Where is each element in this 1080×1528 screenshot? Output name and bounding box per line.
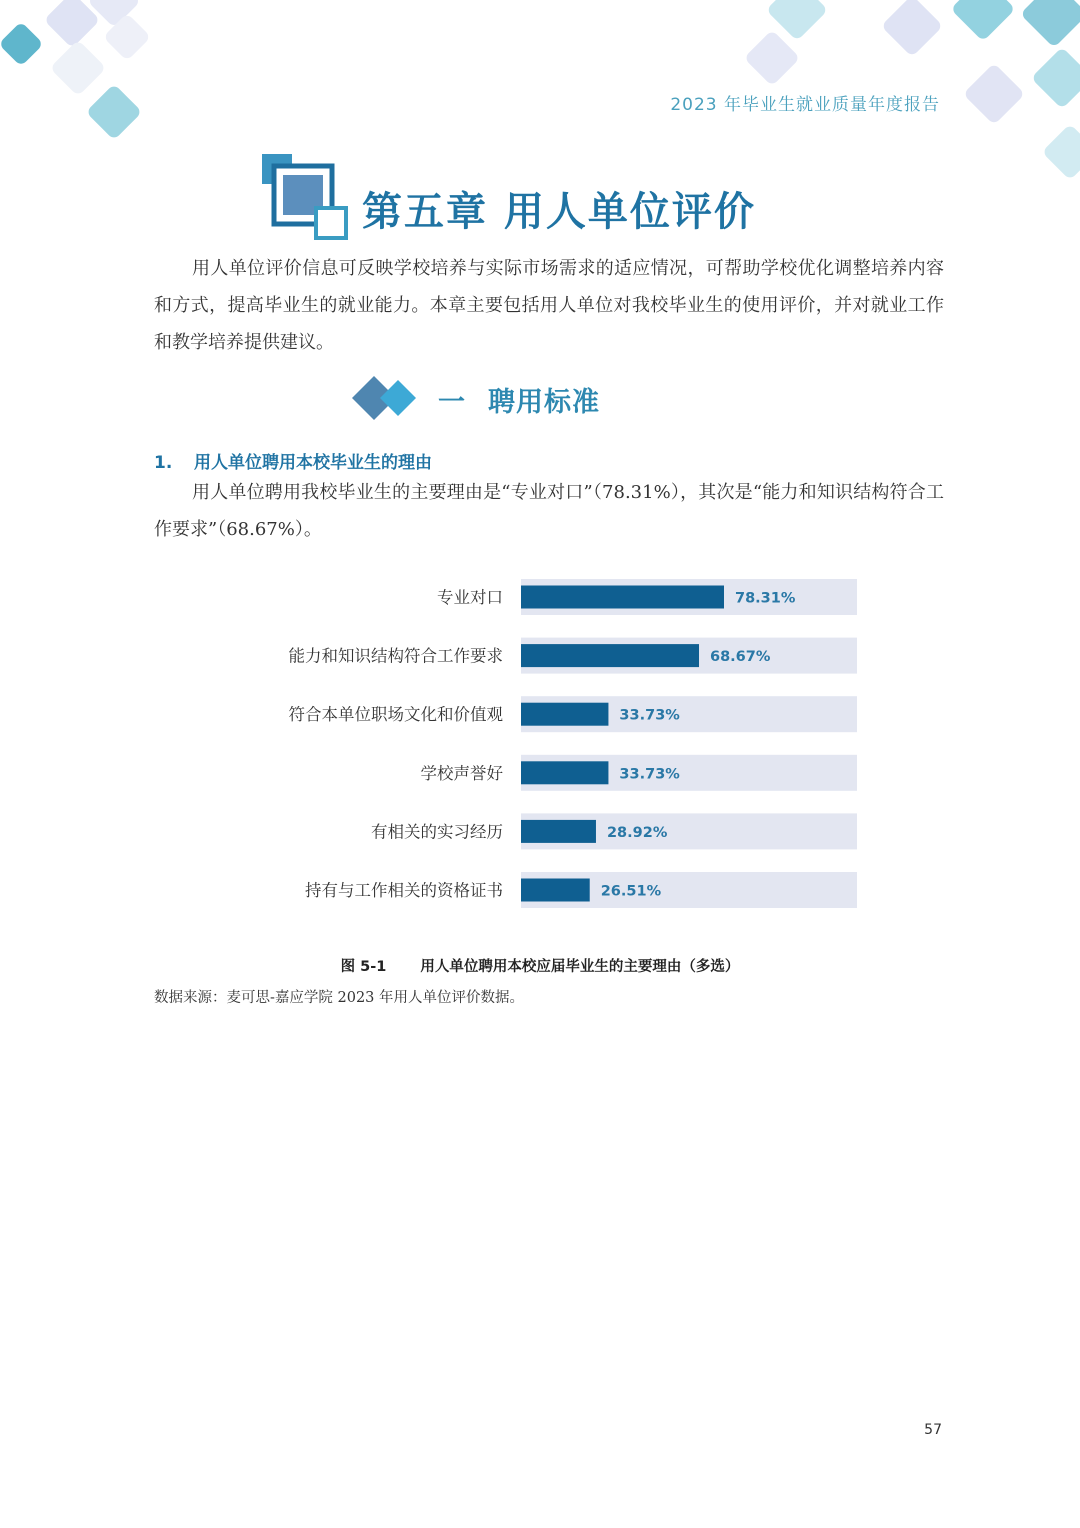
section-title <box>438 380 600 419</box>
bar <box>521 644 699 667</box>
figure-caption-text: 用人单位聘用本校应届毕业生的主要理由（多选） <box>420 959 740 975</box>
category-label: 有相关的实习经历 <box>371 822 503 842</box>
section-number: 一 <box>438 387 466 418</box>
value-label: 33.73% <box>619 707 680 724</box>
bar <box>521 879 590 902</box>
subsection-title: 用人单位聘用本校毕业生的理由 <box>194 453 432 473</box>
page-number: 57 <box>924 1422 942 1438</box>
value-label: 28.92% <box>606 824 668 841</box>
running-header: 2023 年毕业生就业质量年度报告 <box>670 95 940 115</box>
category-label: 持有与工作相关的资格证书 <box>305 881 503 900</box>
subsection-heading <box>154 448 432 473</box>
category-label: 符合本单位职场文化和价值观 <box>288 705 503 725</box>
value-label: 26.51% <box>600 883 662 900</box>
category-label: 专业对口 <box>437 588 503 607</box>
subsection-paragraph: 用人单位聘用我校毕业生的主要理由是“专业对口”（78.31%），其次是“能力和知识结构符合工作要求”（68.67%）。 <box>154 482 944 540</box>
value-label: 33.73% <box>619 766 680 783</box>
category-label: 能力和知识结构符合工作要求 <box>288 646 503 666</box>
section-title-text: 聘用标准 <box>488 387 600 418</box>
value-label: 78.31% <box>735 590 796 607</box>
data-source-note: 数据来源：麦可思-嘉应学院 2023 年用人单位评价数据。 <box>154 990 525 1006</box>
bar <box>521 703 608 726</box>
subsection-number: 1. <box>154 453 173 473</box>
bar <box>521 761 608 784</box>
chapter-squares-icon <box>260 152 350 244</box>
section-diamonds-icon <box>350 374 422 422</box>
value-label: 68.67% <box>710 649 771 666</box>
bar <box>521 820 596 843</box>
reasons-bar-chart <box>150 570 870 920</box>
figure-caption <box>0 955 1080 976</box>
bar <box>521 586 724 609</box>
intro-paragraph: 用人单位评价信息可反映学校培养与实际市场需求的适应情况，可帮助学校优化调整培养内容和方式，提高毕业生的就业能力。本章主要包括用人单位对我校毕业生的使用评价，并对就业工作和教学培养提供建议。 <box>154 258 944 353</box>
category-label: 学校声誉好 <box>420 763 503 783</box>
chapter-title: 第五章 用人单位评价 <box>362 189 756 235</box>
figure-number: 图 5-1 <box>340 959 387 975</box>
